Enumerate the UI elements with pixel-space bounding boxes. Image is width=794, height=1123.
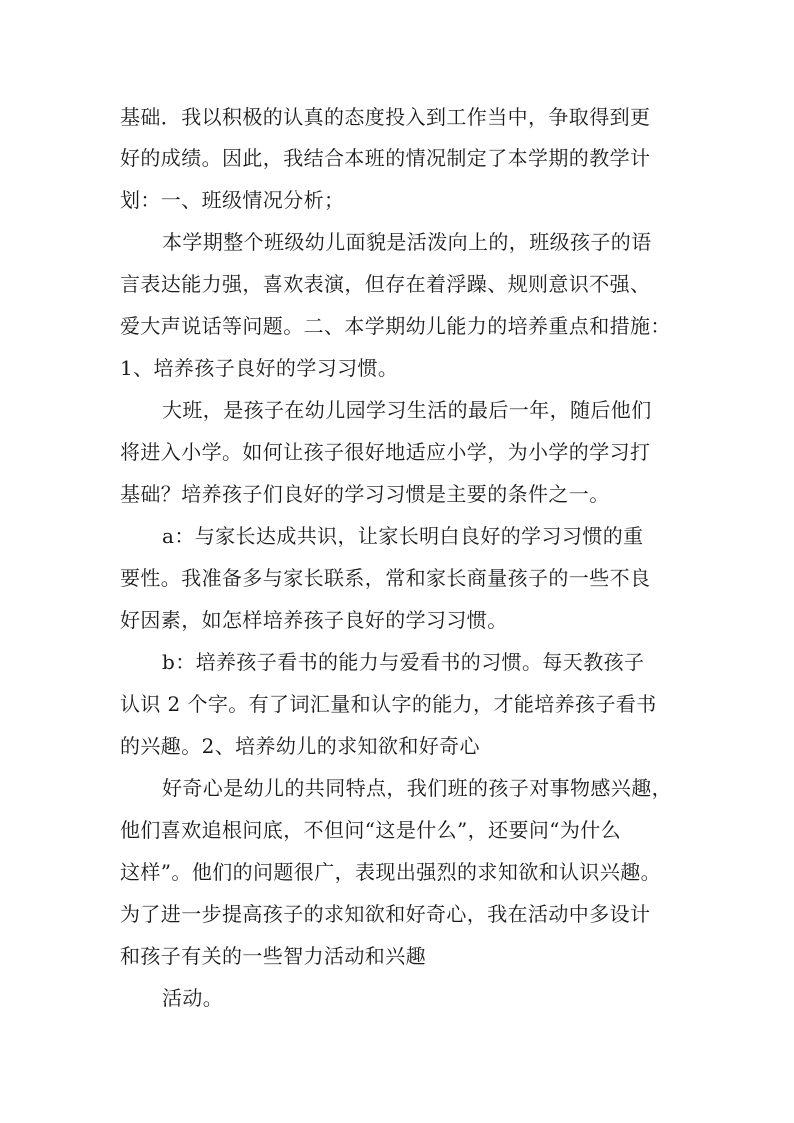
paragraph-start-line: 活动。 bbox=[162, 986, 224, 1010]
text-line: 要性。我准备多与家长联系，常和家长商量孩子的一些不良 bbox=[120, 566, 651, 590]
text-line: 基础？培养孩子们良好的学习习惯是主要的条件之一。 bbox=[120, 482, 610, 506]
text-line: 言表达能力强，喜欢表演，但存在着浮躁、规则意识不强、 bbox=[120, 272, 651, 296]
paragraph-start-line: 本学期整个班级幼儿面貌是活泼向上的，班级孩子的语 bbox=[162, 230, 652, 254]
paragraph-start-line: b：培养孩子看书的能力与爱看书的习惯。每天教孩子 bbox=[162, 650, 645, 674]
text-line: 划：一、班级情况分析； bbox=[120, 188, 345, 212]
paragraph-start-line: 大班，是孩子在幼儿园学习生活的最后一年，随后他们 bbox=[162, 398, 652, 422]
text-line: 基础．我以积极的认真的态度投入到工作当中，争取得到更 bbox=[120, 105, 651, 129]
paragraph-start-line: 好奇心是幼儿的共同特点，我们班的孩子对事物感兴趣， bbox=[162, 776, 672, 800]
text-line: 为了进一步提高孩子的求知欲和好奇心，我在活动中多设计 bbox=[120, 902, 651, 926]
text-line: 认识 2 个字。有了词汇量和认字的能力，才能培养孩子看书 bbox=[120, 692, 657, 716]
text-line: 将进入小学。如何让孩子很好地适应小学，为小学的学习打 bbox=[120, 440, 651, 464]
text-line: 和孩子有关的一些智力活动和兴趣 bbox=[120, 944, 426, 968]
text-line: 的兴趣。2、培养幼儿的求知欲和好奇心 bbox=[120, 734, 480, 758]
text-line: 爱大声说话等问题。二、本学期幼儿能力的培养重点和措施： bbox=[120, 314, 671, 338]
text-line: 好的成绩。因此，我结合本班的情况制定了本学期的教学计 bbox=[120, 146, 651, 170]
paragraph-start-line: a：与家长达成共识，让家长明白良好的学习习惯的重 bbox=[162, 524, 644, 548]
text-line: 好因素，如怎样培养孩子良好的学习习惯。 bbox=[120, 608, 508, 632]
text-line: 1、培养孩子良好的学习习惯。 bbox=[120, 356, 399, 380]
text-line: 这样”。他们的问题很广，表现出强烈的求知欲和认识兴趣。 bbox=[120, 860, 662, 884]
text-line: 他们喜欢追根问底，不但问“这是什么”，还要问“为什么 bbox=[120, 818, 622, 842]
